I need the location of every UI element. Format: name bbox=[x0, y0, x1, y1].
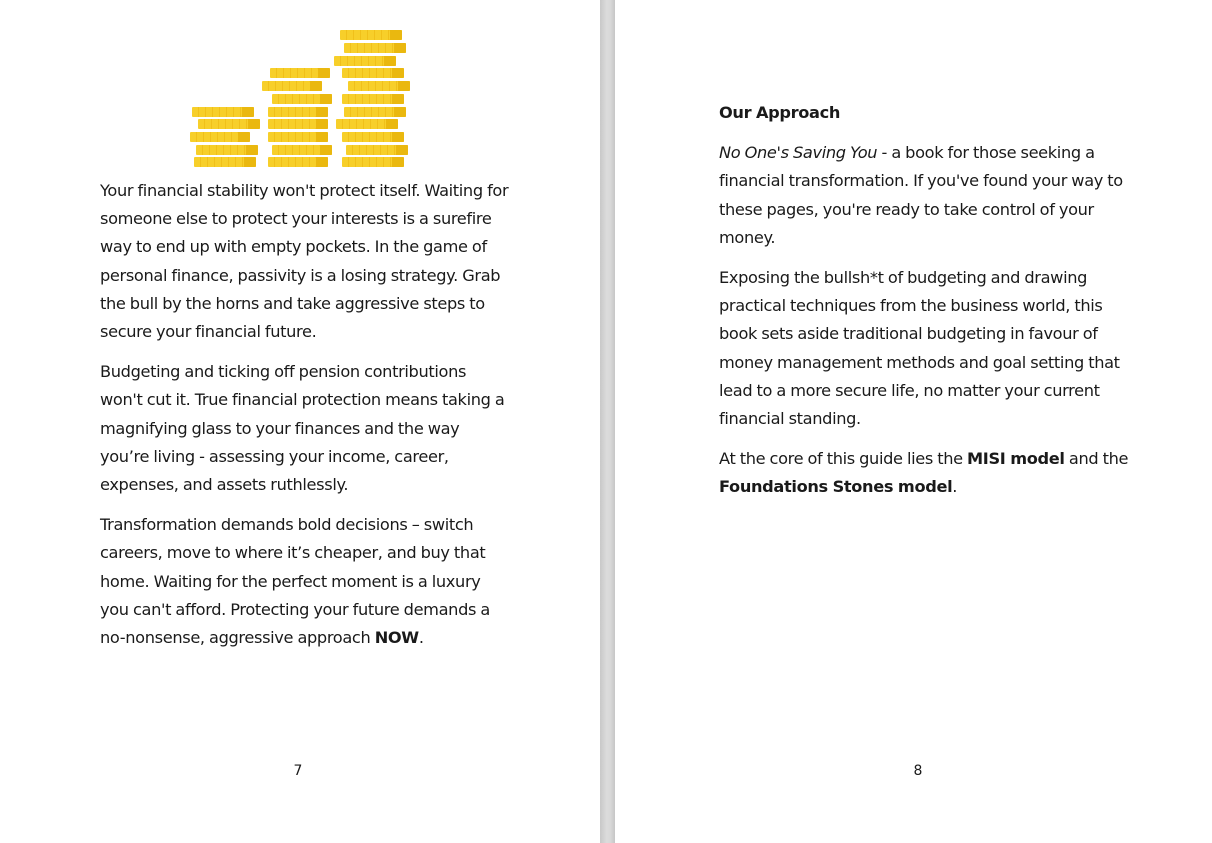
coin bbox=[344, 43, 406, 53]
foundations-stones-model: Foundations Stones model bbox=[719, 477, 953, 497]
paragraph-3-end: . bbox=[952, 477, 958, 497]
coin bbox=[344, 107, 406, 117]
page-number: 7 bbox=[293, 763, 303, 779]
paragraph-2: Exposing the bullsh*t of budgeting and drawing practical techniques from the business world, this book sets aside traditional budgeting in favour of money management methods and goal setting that lead to a more secure life, no matter your current financial standing. bbox=[719, 268, 1120, 429]
paragraph-2: Budgeting and ticking off pension contributions won't cut it. True financial protection means taking a magnifying glass to your finances and the way you’re living - assessing your income, career, expenses, and assets ruthlessly. bbox=[100, 362, 505, 495]
coin bbox=[190, 132, 250, 142]
bold-now: NOW bbox=[374, 628, 419, 648]
paragraph-3-end: . bbox=[418, 628, 424, 648]
paragraph-3 bbox=[100, 511, 510, 652]
gold-coins-stack-illustration bbox=[186, 26, 412, 170]
misi-model: MISI model bbox=[967, 449, 1065, 469]
paragraph-3 bbox=[719, 445, 1139, 501]
coin bbox=[340, 30, 402, 40]
coin bbox=[342, 157, 404, 167]
left-page-body bbox=[100, 177, 510, 664]
paragraph-1: Your financial stability won't protect itself. Waiting for someone else to protect your interests is a surefire way to end up with empty pockets. In the game of personal finance, passivity is a losing strategy. Grab the bull by the horns and take aggressive steps to secure your financial future. bbox=[100, 181, 509, 342]
coin bbox=[194, 157, 256, 167]
coin bbox=[198, 119, 260, 129]
coin bbox=[334, 56, 396, 66]
coin bbox=[346, 145, 408, 155]
paragraph-3-text: At the core of this guide lies the bbox=[719, 449, 968, 469]
coin bbox=[342, 94, 404, 104]
coin bbox=[272, 145, 332, 155]
section-heading: Our Approach bbox=[719, 103, 841, 122]
coin bbox=[196, 145, 258, 155]
left-page bbox=[0, 0, 600, 843]
coin bbox=[268, 157, 328, 167]
right-page-body bbox=[719, 99, 1139, 514]
page-gutter bbox=[600, 0, 615, 843]
coin bbox=[270, 68, 330, 78]
coin bbox=[192, 107, 254, 117]
coin bbox=[348, 81, 410, 91]
coin bbox=[342, 132, 404, 142]
right-page bbox=[615, 0, 1212, 843]
coin bbox=[336, 119, 398, 129]
paragraph-1-text: - a book for those seeking a financial transformation. If you've found your way to these pages, you're ready to take control of your money. bbox=[719, 143, 1123, 247]
paragraph-3-text: Transformation demands bold decisions – switch careers, move to where it’s cheaper, and buy that home. Waiting for the perfect moment is a luxury you can't afford. Protecting your future demands a no-nonsense, aggressive approach bbox=[100, 515, 490, 648]
coin bbox=[342, 68, 404, 78]
paragraph-1 bbox=[719, 139, 1139, 252]
coin bbox=[268, 107, 328, 117]
coin bbox=[268, 132, 328, 142]
paragraph-3-mid: and the bbox=[1064, 449, 1129, 469]
coin bbox=[272, 94, 332, 104]
coin bbox=[262, 81, 322, 91]
book-title: No One's Saving You bbox=[719, 143, 878, 163]
coin bbox=[268, 119, 328, 129]
page-number: 8 bbox=[913, 763, 923, 779]
